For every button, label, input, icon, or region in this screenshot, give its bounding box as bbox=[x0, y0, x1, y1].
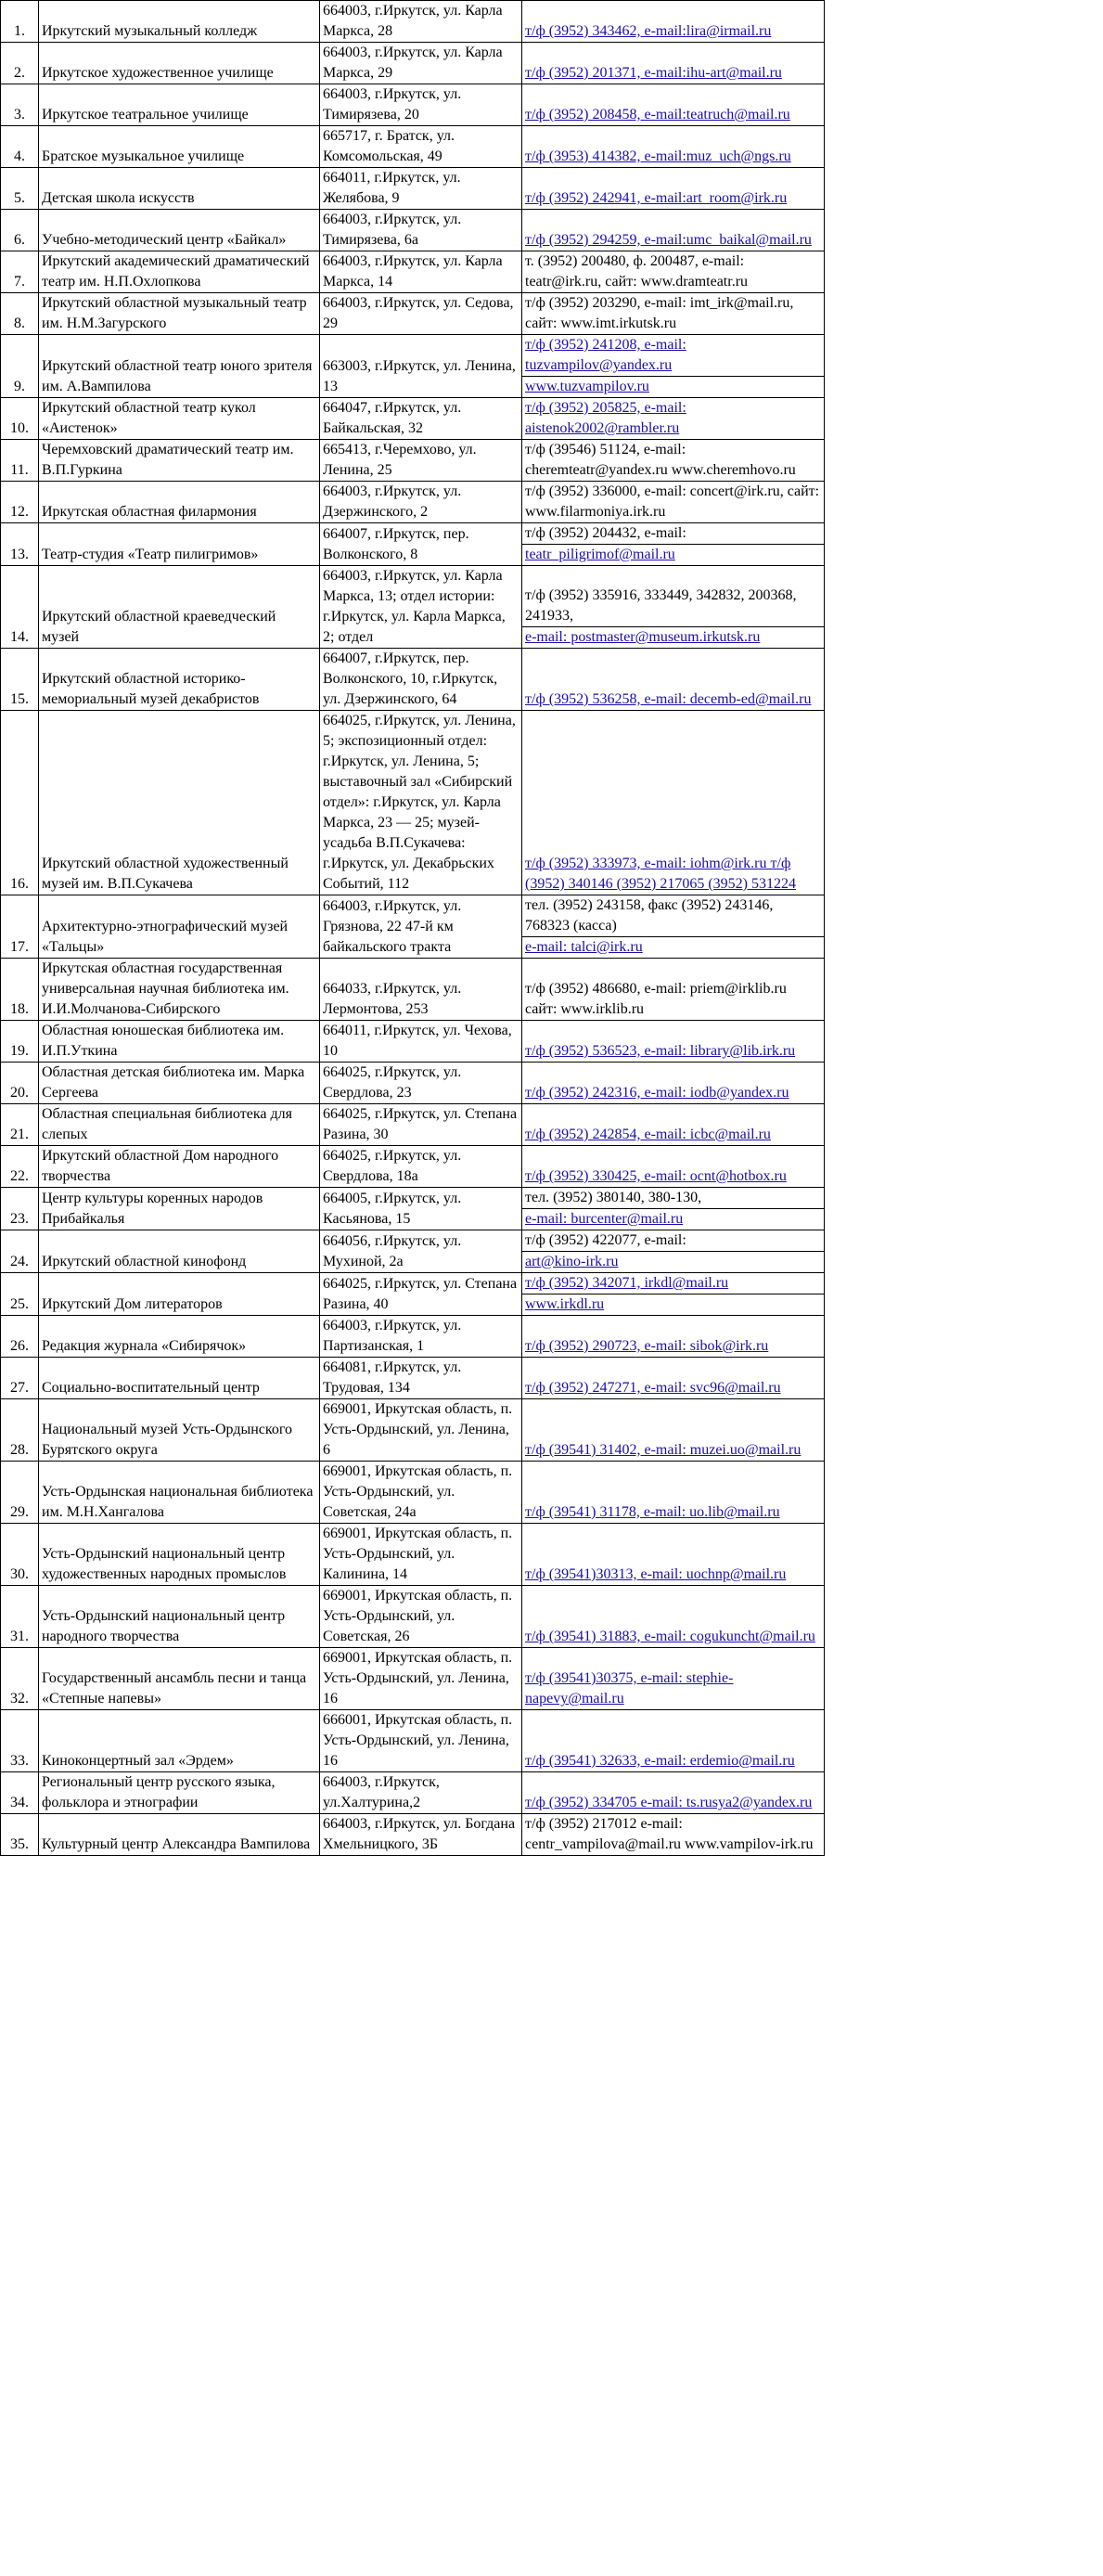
table-row bbox=[1, 293, 825, 335]
contact-line bbox=[522, 1166, 824, 1187]
contact-link[interactable]: teatr_piligrimof@mail.ru bbox=[525, 547, 675, 562]
institution-name: Усть-Ордынский национальный центр художественных народных промыслов bbox=[39, 1524, 320, 1586]
contact-link[interactable]: т/ф (3952) 342071, irkdl@mail.ru bbox=[525, 1275, 729, 1291]
table-row bbox=[1, 1524, 825, 1586]
contact-link[interactable]: т/ф (3952) 247271, e-mail: svc96@mail.ru bbox=[525, 1380, 781, 1396]
institution-name: Детская школа искусств bbox=[39, 168, 320, 210]
contact-line bbox=[522, 626, 824, 648]
table-row bbox=[1, 1399, 825, 1462]
institution-contacts bbox=[522, 1772, 825, 1814]
table-row bbox=[1, 1358, 825, 1399]
institution-name: Усть-Ордынский национальный центр народного творчества bbox=[39, 1586, 320, 1648]
institution-contacts bbox=[522, 1648, 825, 1710]
contact-link[interactable]: т/ф (39541) 31178, e-mail: uo.lib@mail.ru bbox=[525, 1504, 780, 1520]
institution-contacts bbox=[522, 1146, 825, 1188]
institution-name: Региональный центр русского языка, фольклора и этнографии bbox=[39, 1772, 320, 1814]
contact-line bbox=[522, 1440, 824, 1461]
institution-address: 664007, г.Иркутск, пер. Волконского, 10, г.Иркутск, ул. Дзержинского, 64 bbox=[320, 649, 522, 711]
institution-name: Центр культуры коренных народов Прибайкалья bbox=[39, 1188, 320, 1230]
table-row bbox=[1, 482, 825, 523]
institution-address: 663003, г.Иркутск, ул. Ленина, 13 bbox=[320, 335, 522, 398]
institution-name: Иркутский музыкальный колледж bbox=[39, 1, 320, 43]
row-number: 7. bbox=[1, 251, 39, 293]
contact-link[interactable]: т/ф (39541)30313, e-mail: uochnp@mail.ru bbox=[525, 1566, 787, 1582]
contact-link[interactable]: art@kino-irk.ru bbox=[525, 1254, 619, 1269]
row-number: 3. bbox=[1, 84, 39, 126]
contact-line bbox=[522, 21, 824, 42]
contact-line bbox=[522, 1378, 824, 1398]
contact-link[interactable]: т/ф (3952) 333973, e-mail: iohm@irk.ru т/ф (3952) 340146 (3952) 217065 (3952) 531224 bbox=[525, 856, 796, 892]
row-number: 1. bbox=[1, 1, 39, 43]
institution-contacts bbox=[522, 1021, 825, 1063]
institution-name: Учебно-методический центр «Байкал» bbox=[39, 210, 320, 251]
row-number: 32. bbox=[1, 1648, 39, 1710]
institution-contacts bbox=[522, 1399, 825, 1462]
institution-address: 664011, г.Иркутск, ул. Чехова, 10 bbox=[320, 1021, 522, 1063]
contact-line bbox=[522, 440, 824, 481]
institution-address: 664081, г.Иркутск, ул. Трудовая, 134 bbox=[320, 1358, 522, 1399]
institution-contacts bbox=[522, 566, 825, 649]
institution-contacts bbox=[522, 1358, 825, 1399]
institution-address: 664003, г.Иркутск, ул. Богдана Хмельницкого, 3Б bbox=[320, 1814, 522, 1856]
table-row bbox=[1, 895, 825, 959]
institution-address: 664025, г.Иркутск, ул. Степана Разина, 40 bbox=[320, 1273, 522, 1316]
contact-text: т/ф (3952) 203290, e-mail: imt_irk@mail.ru, сайт: www.imt.irkutsk.ru bbox=[525, 295, 794, 331]
institution-contacts bbox=[522, 43, 825, 84]
institution-name: Усть-Ордынская национальная библиотека им. М.Н.Хангалова bbox=[39, 1462, 320, 1524]
institution-name: Культурный центр Александра Вампилова bbox=[39, 1814, 320, 1856]
contact-text: т/ф (3952) 336000, e-mail: concert@irk.ru, сайт: www.filarmoniya.irk.ru bbox=[525, 483, 820, 520]
contact-line bbox=[522, 544, 824, 565]
contact-text: т/ф (3952) 217012 e-mail: centr_vampilova@mail.ru www.vampilov-irk.ru bbox=[525, 1816, 814, 1852]
row-number: 18. bbox=[1, 959, 39, 1021]
contact-link[interactable]: e-mail: burcenter@mail.ru bbox=[525, 1211, 684, 1227]
institution-contacts bbox=[522, 440, 825, 482]
contact-link[interactable]: т/ф (3952) 294259, e-mail:umc_baikal@mail.ru bbox=[525, 232, 812, 248]
table-row bbox=[1, 1462, 825, 1524]
institution-address: 669001, Иркутская область, п. Усть-Ордынский, ул. Ленина, 16 bbox=[320, 1648, 522, 1710]
contact-line bbox=[522, 586, 824, 626]
contact-line bbox=[522, 376, 824, 397]
contact-line bbox=[522, 523, 824, 544]
contact-link[interactable]: т/ф (3952) 343462, e-mail:lira@irmail.ru bbox=[525, 23, 772, 39]
institution-name: Иркутский областной музыкальный театр им. Н.М.Загурского bbox=[39, 293, 320, 335]
table-row bbox=[1, 126, 825, 168]
institution-contacts bbox=[522, 1814, 825, 1856]
institution-contacts bbox=[522, 84, 825, 126]
contact-line bbox=[522, 1793, 824, 1813]
row-number: 31. bbox=[1, 1586, 39, 1648]
institution-contacts bbox=[522, 398, 825, 440]
contact-line bbox=[522, 1208, 824, 1230]
contact-text: т/ф (3952) 204432, e-mail: bbox=[525, 525, 686, 541]
row-number: 25. bbox=[1, 1273, 39, 1316]
row-number: 12. bbox=[1, 482, 39, 523]
institution-contacts bbox=[522, 959, 825, 1021]
row-number: 22. bbox=[1, 1146, 39, 1188]
contact-line bbox=[522, 230, 824, 251]
institution-contacts bbox=[522, 168, 825, 210]
contact-line bbox=[522, 689, 824, 710]
row-number: 9. bbox=[1, 335, 39, 398]
table-row bbox=[1, 398, 825, 440]
institution-contacts bbox=[522, 523, 825, 566]
institution-name: Иркутский областной историко-мемориальный музей декабристов bbox=[39, 649, 320, 711]
table-row bbox=[1, 523, 825, 566]
institution-name: Иркутская областная филармония bbox=[39, 482, 320, 523]
row-number: 10. bbox=[1, 398, 39, 440]
institution-name: Черемховский драматический театр им. В.П.Гуркина bbox=[39, 440, 320, 482]
contact-text: т/ф (3952) 486680, e-mail: priem@irklib.ru сайт: www.irklib.ru bbox=[525, 981, 787, 1017]
institution-contacts bbox=[522, 126, 825, 168]
table-row bbox=[1, 1772, 825, 1814]
institution-name: Иркутский областной кинофонд bbox=[39, 1230, 320, 1273]
table-row bbox=[1, 1021, 825, 1063]
row-number: 33. bbox=[1, 1710, 39, 1772]
institution-name: Театр-студия «Театр пилигримов» bbox=[39, 523, 320, 566]
contact-line bbox=[522, 1083, 824, 1103]
row-number: 24. bbox=[1, 1230, 39, 1273]
institution-name: Иркутский областной Дом народного творчества bbox=[39, 1146, 320, 1188]
contact-text: тел. (3952) 243158, факс (3952) 243146, 768323 (касса) bbox=[525, 897, 774, 934]
institution-address: 664003, г.Иркутск, ул. Тимирязева, 20 bbox=[320, 84, 522, 126]
row-number: 15. bbox=[1, 649, 39, 711]
institution-contacts bbox=[522, 1710, 825, 1772]
contact-line bbox=[522, 979, 824, 1020]
institution-address: 664056, г.Иркутск, ул. Мухиной, 2а bbox=[320, 1230, 522, 1273]
institution-address: 664005, г.Иркутск, ул. Касьянова, 15 bbox=[320, 1188, 522, 1230]
contact-link[interactable]: т/ф (3952) 205825, e-mail: aistenok2002@rambler.ru bbox=[525, 400, 686, 436]
contact-link[interactable]: т/ф (3952) 330425, e-mail: ocnt@hotbox.ru bbox=[525, 1168, 787, 1184]
institution-name: Киноконцертный зал «Эрдем» bbox=[39, 1710, 320, 1772]
institution-address: 669001, Иркутская область, п. Усть-Ордынский, ул. Советская, 24а bbox=[320, 1462, 522, 1524]
row-number: 14. bbox=[1, 566, 39, 649]
contact-line bbox=[522, 936, 824, 958]
institution-contacts bbox=[522, 1104, 825, 1146]
institution-name: Иркутский Дом литераторов bbox=[39, 1273, 320, 1316]
contact-link[interactable]: т/ф (3953) 414382, e-mail:muz_uch@ngs.ru bbox=[525, 148, 791, 164]
institution-address: 664025, г.Иркутск, ул. Степана Разина, 30 bbox=[320, 1104, 522, 1146]
institution-address: 664003, г.Иркутск, ул. Дзержинского, 2 bbox=[320, 482, 522, 523]
contact-text: т/ф (3952) 335916, 333449, 342832, 200368, 241933, bbox=[525, 587, 797, 624]
institution-contacts bbox=[522, 1316, 825, 1358]
institution-address: 669001, Иркутская область, п. Усть-Ордынский, ул. Калинина, 14 bbox=[320, 1524, 522, 1586]
contact-line bbox=[522, 188, 824, 209]
contact-link[interactable]: т/ф (3952) 290723, e-mail: sibok@irk.ru bbox=[525, 1338, 769, 1354]
contact-text: тел. (3952) 380140, 380-130, bbox=[525, 1190, 702, 1205]
institution-name: Братское музыкальное училище bbox=[39, 126, 320, 168]
row-number: 4. bbox=[1, 126, 39, 168]
institution-address: 664025, г.Иркутск, ул. Свердлова, 18а bbox=[320, 1146, 522, 1188]
row-number: 13. bbox=[1, 523, 39, 566]
institution-contacts bbox=[522, 1524, 825, 1586]
institution-name: Редакция журнала «Сибирячок» bbox=[39, 1316, 320, 1358]
row-number: 19. bbox=[1, 1021, 39, 1063]
institution-name: Иркутское театральное училище bbox=[39, 84, 320, 126]
contact-link[interactable]: т/ф (3952) 536258, e-mail: decemb-ed@mail.ru bbox=[525, 691, 812, 707]
institution-name: Иркутский областной художественный музей им. В.П.Сукачева bbox=[39, 711, 320, 895]
contact-line bbox=[522, 1502, 824, 1523]
table-row bbox=[1, 335, 825, 398]
contact-line bbox=[522, 1814, 824, 1855]
institution-contacts bbox=[522, 1273, 825, 1316]
institution-contacts bbox=[522, 251, 825, 293]
institution-contacts bbox=[522, 1230, 825, 1273]
institution-contacts bbox=[522, 649, 825, 711]
institution-contacts bbox=[522, 293, 825, 335]
contact-line bbox=[522, 854, 824, 895]
institution-address: 664003, г.Иркутск, ул.Халтурина,2 bbox=[320, 1772, 522, 1814]
institution-name: Областная детская библиотека им. Марка Сергеева bbox=[39, 1063, 320, 1104]
row-number: 30. bbox=[1, 1524, 39, 1586]
contact-link[interactable]: т/ф (3952) 242316, e-mail: iodb@yandex.ru bbox=[525, 1085, 789, 1101]
contact-line bbox=[522, 1125, 824, 1145]
table-row bbox=[1, 649, 825, 711]
institution-address: 664003, г.Иркутск, ул. Седова, 29 bbox=[320, 293, 522, 335]
table-row bbox=[1, 1146, 825, 1188]
row-number: 34. bbox=[1, 1772, 39, 1814]
contact-link[interactable]: т/ф (39541) 32633, e-mail: erdemio@mail.ru bbox=[525, 1753, 795, 1769]
institution-contacts bbox=[522, 1063, 825, 1104]
contact-line bbox=[522, 1230, 824, 1251]
row-number: 6. bbox=[1, 210, 39, 251]
institution-address: 665717, г. Братск, ул. Комсомольская, 49 bbox=[320, 126, 522, 168]
contact-line bbox=[522, 482, 824, 522]
institution-name: Областная юношеская библиотека им. И.П.Уткина bbox=[39, 1021, 320, 1063]
table-row bbox=[1, 1814, 825, 1856]
table-row bbox=[1, 168, 825, 210]
institution-name: Иркутское художественное училище bbox=[39, 43, 320, 84]
contact-link[interactable]: www.tuzvampilov.ru bbox=[525, 379, 649, 394]
table-row bbox=[1, 711, 825, 895]
row-number: 29. bbox=[1, 1462, 39, 1524]
row-number: 2. bbox=[1, 43, 39, 84]
table-row bbox=[1, 1648, 825, 1710]
row-number: 28. bbox=[1, 1399, 39, 1462]
institution-address: 664003, г.Иркутск, ул. Грязнова, 22 47-й км байкальского тракта bbox=[320, 895, 522, 959]
institution-address: 669001, Иркутская область, п. Усть-Ордынский, ул. Ленина, 6 bbox=[320, 1399, 522, 1462]
institution-address: 664011, г.Иркутск, ул. Желябова, 9 bbox=[320, 168, 522, 210]
institution-address: 664003, г.Иркутск, ул. Карла Маркса, 14 bbox=[320, 251, 522, 293]
institution-address: 664025, г.Иркутск, ул. Свердлова, 23 bbox=[320, 1063, 522, 1104]
table-row bbox=[1, 1230, 825, 1273]
contact-link[interactable]: т/ф (3952) 242854, e-mail: icbc@mail.ru bbox=[525, 1127, 771, 1142]
table-row bbox=[1, 1188, 825, 1230]
contact-line bbox=[522, 147, 824, 167]
institution-address: 665413, г.Черемхово, ул. Ленина, 25 bbox=[320, 440, 522, 482]
institutions-table-body bbox=[1, 1, 825, 1856]
contact-text: т. (3952) 200480, ф. 200487, e-mail: teatr@irk.ru, сайт: www.dramteatr.ru bbox=[525, 253, 749, 290]
contact-line bbox=[522, 1273, 824, 1294]
contact-link[interactable]: т/ф (3952) 536523, e-mail: library@lib.irk.ru bbox=[525, 1043, 796, 1059]
institution-address: 664047, г.Иркутск, ул. Байкальская, 32 bbox=[320, 398, 522, 440]
institution-contacts bbox=[522, 895, 825, 959]
institution-name: Социально-воспитательный центр bbox=[39, 1358, 320, 1399]
institution-address: 664003, г.Иркутск, ул. Карла Маркса, 29 bbox=[320, 43, 522, 84]
table-row bbox=[1, 1104, 825, 1146]
table-row bbox=[1, 1586, 825, 1648]
institution-contacts bbox=[522, 1188, 825, 1230]
contact-text: т/ф (39546) 51124, e-mail: cheremteatr@yandex.ru www.cheremhovo.ru bbox=[525, 442, 796, 478]
table-row bbox=[1, 440, 825, 482]
row-number: 20. bbox=[1, 1063, 39, 1104]
institution-name: Иркутский областной краеведческий музей bbox=[39, 566, 320, 649]
contact-text: т/ф (3952) 422077, e-mail: bbox=[525, 1232, 686, 1248]
contact-link[interactable]: e-mail: postmaster@museum.irkutsk.ru bbox=[525, 629, 761, 645]
contact-line bbox=[522, 1668, 824, 1709]
institution-name: Иркутский областной театр кукол «Аистенок» bbox=[39, 398, 320, 440]
institution-contacts bbox=[522, 1462, 825, 1524]
contact-line bbox=[522, 1251, 824, 1272]
row-number: 8. bbox=[1, 293, 39, 335]
institution-address: 664003, г.Иркутск, ул. Партизанская, 1 bbox=[320, 1316, 522, 1358]
contact-line bbox=[522, 105, 824, 125]
contact-line bbox=[522, 293, 824, 334]
institution-name: Иркутский академический драматический театр им. Н.П.Охлопкова bbox=[39, 251, 320, 293]
row-number: 27. bbox=[1, 1358, 39, 1399]
institution-name: Архитектурно-этнографический музей «Тальцы» bbox=[39, 895, 320, 959]
contact-line bbox=[522, 1294, 824, 1315]
institution-address: 664007, г.Иркутск, пер. Волконского, 8 bbox=[320, 523, 522, 566]
contact-line bbox=[522, 63, 824, 84]
contact-link[interactable]: т/ф (39541)30375, e-mail: stephie-napevy@mail.ru bbox=[525, 1670, 734, 1707]
contact-link[interactable]: т/ф (3952) 241208, e-mail: tuzvampilov@yandex.ru bbox=[525, 337, 686, 373]
institution-contacts bbox=[522, 711, 825, 895]
contact-link[interactable]: т/ф (3952) 242941, e-mail:art_room@irk.ru bbox=[525, 190, 788, 206]
contact-line bbox=[522, 251, 824, 292]
institution-address: 664003, г.Иркутск, ул. Карла Маркса, 13; отдел истории: г.Иркутск, ул. Карла Маркса, 2; отдел bbox=[320, 566, 522, 649]
table-row bbox=[1, 210, 825, 251]
row-number: 11. bbox=[1, 440, 39, 482]
institution-address: 666001, Иркутская область, п. Усть-Ордынский, ул. Ленина, 16 bbox=[320, 1710, 522, 1772]
contact-line bbox=[522, 1751, 824, 1771]
row-number: 21. bbox=[1, 1104, 39, 1146]
institution-name: Национальный музей Усть-Ордынского Бурятского округа bbox=[39, 1399, 320, 1462]
institution-address: 664025, г.Иркутск, ул. Ленина, 5; экспозиционный отдел: г.Иркутск, ул. Ленина, 5; выставочный зал «Сибирский отдел»: г.Иркутск, ул. Карла Маркса, 23 — 25; музей-усадьба В.П.Сукачева: г.Иркутск, ул. Декабрьских Событий, 112 bbox=[320, 711, 522, 895]
contact-line bbox=[522, 1041, 824, 1062]
contact-line bbox=[522, 1188, 824, 1208]
institution-address: 664033, г.Иркутск, ул. Лермонтова, 253 bbox=[320, 959, 522, 1021]
table-row bbox=[1, 1316, 825, 1358]
institution-name: Иркутская областная государственная универсальная научная библиотека им. И.И.Молчанова-Сибирского bbox=[39, 959, 320, 1021]
table-row bbox=[1, 43, 825, 84]
table-row bbox=[1, 1, 825, 43]
institution-address: 669001, Иркутская область, п. Усть-Ордынский, ул. Советская, 26 bbox=[320, 1586, 522, 1648]
institution-address: 664003, г.Иркутск, ул. Карла Маркса, 28 bbox=[320, 1, 522, 43]
table-row bbox=[1, 1710, 825, 1772]
table-row bbox=[1, 959, 825, 1021]
institution-name: Иркутский областной театр юного зрителя им. А.Вампилова bbox=[39, 335, 320, 398]
institution-name: Областная специальная библиотека для слепых bbox=[39, 1104, 320, 1146]
table-row bbox=[1, 84, 825, 126]
row-number: 35. bbox=[1, 1814, 39, 1856]
contact-line bbox=[522, 1627, 824, 1647]
row-number: 17. bbox=[1, 895, 39, 959]
institution-contacts bbox=[522, 335, 825, 398]
contact-link[interactable]: т/ф (3952) 208458, e-mail:teatruch@mail.ru bbox=[525, 107, 790, 122]
contact-link[interactable]: т/ф (39541) 31402, e-mail: muzei.uo@mail.ru bbox=[525, 1442, 802, 1458]
contact-line bbox=[522, 398, 824, 439]
table-row bbox=[1, 1063, 825, 1104]
contact-line bbox=[522, 1565, 824, 1585]
institution-contacts bbox=[522, 1586, 825, 1648]
row-number: 5. bbox=[1, 168, 39, 210]
row-number: 23. bbox=[1, 1188, 39, 1230]
contact-line bbox=[522, 335, 824, 376]
institution-contacts bbox=[522, 482, 825, 523]
row-number: 16. bbox=[1, 711, 39, 895]
table-row bbox=[1, 1273, 825, 1316]
contact-link[interactable]: www.irkdl.ru bbox=[525, 1296, 605, 1312]
row-number: 26. bbox=[1, 1316, 39, 1358]
institution-name: Государственный ансамбль песни и танца «Степные напевы» bbox=[39, 1648, 320, 1710]
table-row bbox=[1, 251, 825, 293]
table-row bbox=[1, 566, 825, 649]
contact-link[interactable]: т/ф (39541) 31883, e-mail: cogukuncht@mail.ru bbox=[525, 1629, 815, 1644]
contact-link[interactable]: т/ф (3952) 334705 e-mail: ts.rusya2@yandex.ru bbox=[525, 1795, 813, 1810]
institution-contacts bbox=[522, 1, 825, 43]
institution-address: 664003, г.Иркутск, ул. Тимирязева, 6а bbox=[320, 210, 522, 251]
contact-line bbox=[522, 895, 824, 936]
contact-link[interactable]: т/ф (3952) 201371, e-mail:ihu-art@mail.ru bbox=[525, 65, 782, 81]
contact-line bbox=[522, 1336, 824, 1357]
institution-contacts bbox=[522, 210, 825, 251]
contact-link[interactable]: e-mail: talci@irk.ru bbox=[525, 939, 643, 955]
